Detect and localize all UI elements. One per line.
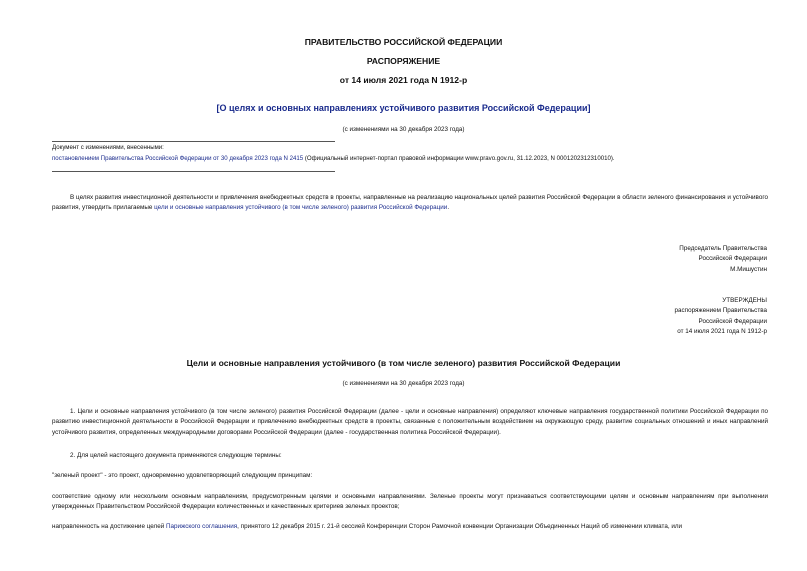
signature-name: М.Мишустин [730,265,767,273]
date-number-heading: от 14 июля 2021 года N 1912-р [339,75,468,85]
paragraph-2: 2. Для целей настоящего документа применяются следующие термины: [70,452,282,459]
doc-type-heading: РАСПОРЯЖЕНИЕ [366,56,441,66]
intro-text: В целях развития инвестиционной деятельности и привлечения внебюджетных средств в проекты, направленные на реализацию национальных целей развития Российской Федерации в области зеленого финансирования и устойчивого развития, утвердить прилагаемые [52,194,768,212]
section-title: Цели и основные направления устойчивого (в том числе зеленого) развития Российской Федерации [186,358,621,368]
p5-text: направленность на достижение целей [52,523,166,530]
decree-link[interactable]: постановлением Правительства Российской Федерации от 30 декабря 2023 года N 2415 [52,155,304,162]
changes-note-rest: (Официальный интернет-портал правовой информации www.pravo.gov.ru, 31.12.2023, N 0001202312310010). [303,155,615,162]
signature-block [679,244,767,275]
intro-paragraph [52,193,768,214]
divider-top [52,141,335,142]
paragraph-1: 1. Цели и основные направления устойчивого (в том числе зеленого) развития Российской Федерации (далее - цели и основные направления) определяют ключевые направления государственной политики Российской Федерации по развитию инвестиционной деятельности в Российской Федерации и привлечению внебюджетных средств в проекты, связанные с положительным воздействием на окружающую среду, развитие социальных отношений и иных направлений устойчивого развития, определенных международными договорами Российской Федерации (далее - государственная политика Российской Федерации). [52,408,768,436]
changes-note-label: Документ с изменениями, внесенными: [52,144,164,151]
divider-bottom [52,171,335,172]
approval-block [675,296,767,338]
section-amendments: (с изменениями на 30 декабря 2023 года) [342,380,465,387]
title-link[interactable]: [О целях и основных направлениях устойчивого развития Российской Федерации] [216,103,591,113]
paragraph-5 [52,522,768,532]
amendments-note: (с изменениями на 30 декабря 2023 года) [342,126,465,133]
p5-text-end: , принятого 12 декабря 2015 г. 21-й сессией Конференции Сторон Рамочной конвенции Организации Объединенных Наций об изменении климата, или [237,523,683,530]
paragraph-4: соответствие одному или нескольким основным направлениям, предусмотренным целями и основными направлениями. Зеленые проекты могут признаваться соответствующими целям и основным направлениям при выполнении утвержденных Правительством Российской Федерации количественных и качественных критериев зеленых проектов; [52,493,768,511]
changes-note-source [52,154,615,164]
approval-line-3: Российской Федерации [698,317,767,325]
paris-agreement-link[interactable]: Парижского соглашения [165,523,238,530]
goals-link[interactable]: цели и основные направления устойчивого (в том числе зеленого) развития Российской Федерации [154,204,448,212]
approval-line-2: распоряжением Правительства [674,307,767,315]
paragraph-3: "зеленый проект" - это проект, одновременно удовлетворяющий следующим принципам: [52,472,313,479]
intro-text-end: . [447,204,450,212]
signature-position: Председатель Правительства [679,245,767,252]
document-title [0,103,807,113]
approval-heading: УТВЕРЖДЕНЫ [722,297,767,304]
approval-line-4: от 14 июля 2021 года N 1912-р [677,328,767,336]
government-heading: ПРАВИТЕЛЬСТВО РОССИЙСКОЙ ФЕДЕРАЦИИ [304,37,503,47]
signature-body: Российской Федерации [698,255,767,263]
